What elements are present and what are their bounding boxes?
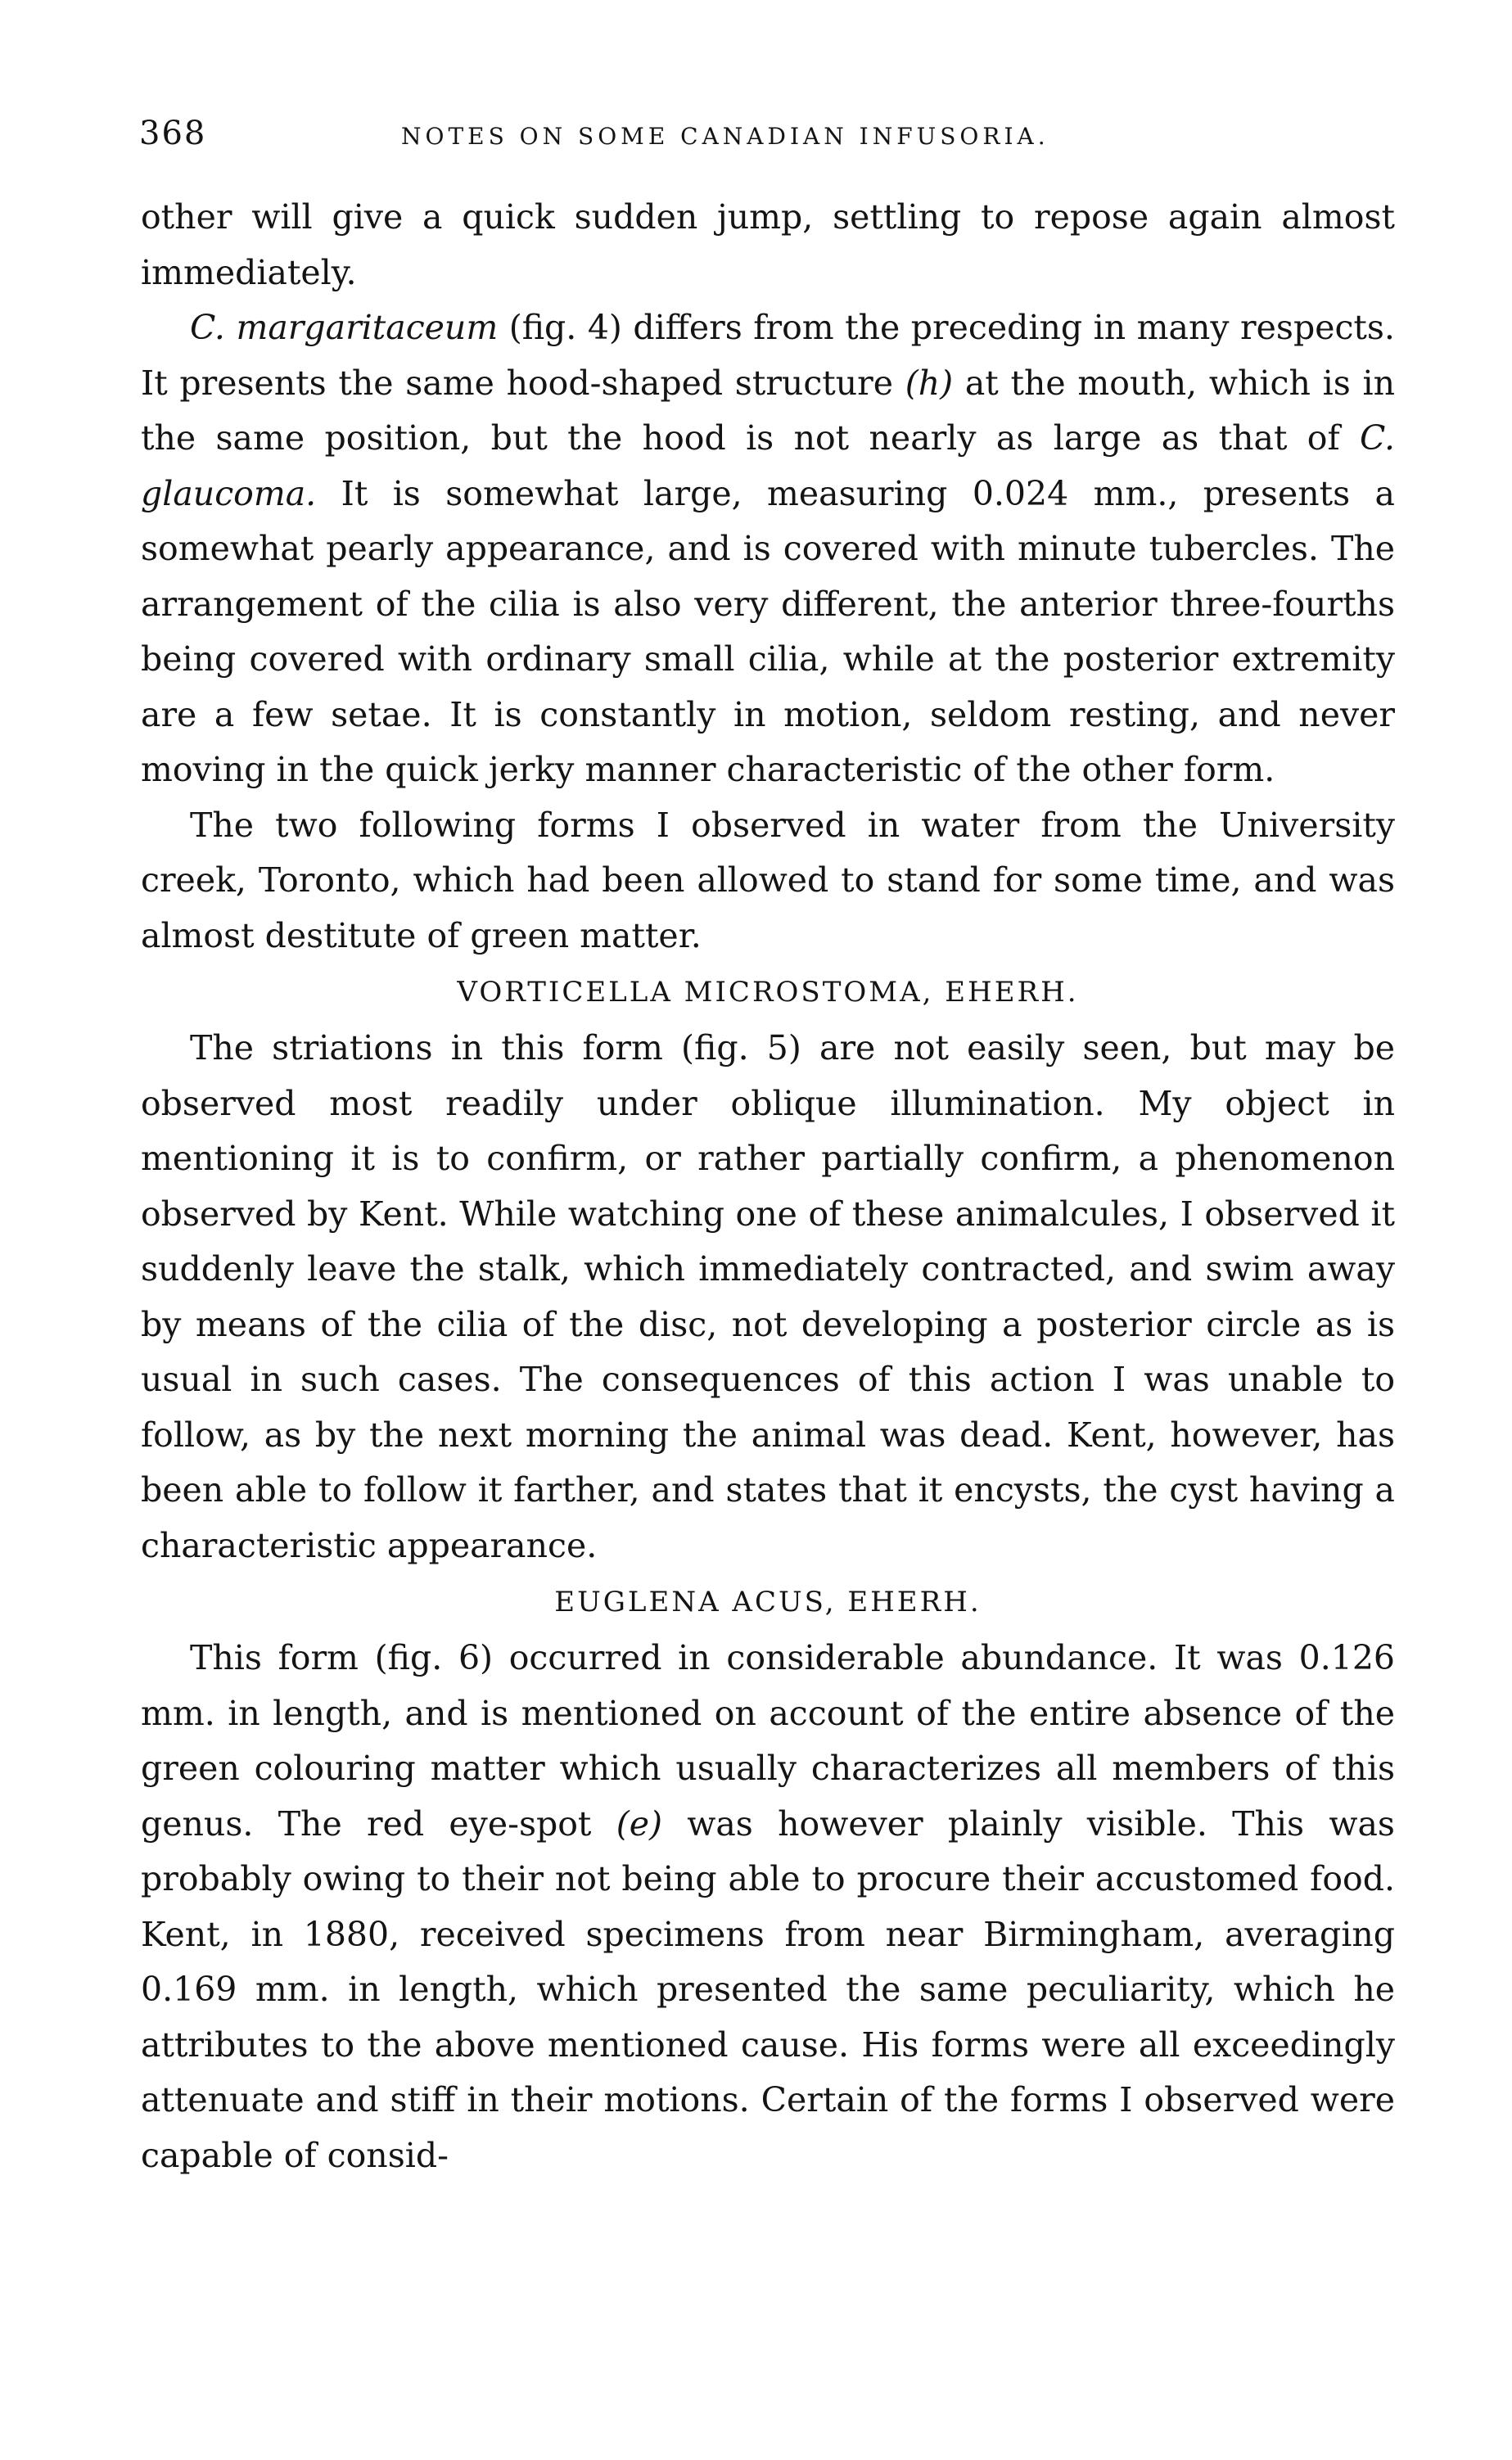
- figure-label: (h): [905, 363, 954, 403]
- paragraph-text: at the mouth, which is in the same position, but the hood is not nearly as large as that of: [141, 363, 1395, 458]
- section-heading-euglena: EUGLENA ACUS, EHERH.: [554, 1586, 982, 1618]
- paragraph-euglena: [141, 1631, 1395, 2183]
- page-number: 368: [139, 115, 207, 152]
- species-name: C. glaucoma.: [141, 418, 1395, 513]
- paragraph-text: It is somewhat large, measuring 0.024 mm., presents a somewhat pearly appearance, and is covered with minute tubercles. The arrangement of the cilia is also very different, the anterior three-fourths being covered with ordinary small cilia, while at the posterior extremity are a few setae. It is constantly in motion, seldom resting, and never moving in the quick jerky manner characteristic of the other form.: [141, 473, 1395, 789]
- page-header: [139, 115, 1389, 164]
- paragraph-continuation: other will give a quick sudden jump, settling to repose again almost immediately.: [141, 197, 1395, 292]
- paragraph-text: (fig. 4) differs from the preceding in many respects. It presents the same hood-shaped structure: [141, 308, 1395, 403]
- paragraph-vorticella: The striations in this form (fig. 5) are not easily seen, but may be observed most readily under oblique illumination. My object in mentioning it is to confirm, or rather partially confirm, a phenomenon observed by Kent. While watching one of these animalcules, I observed it suddenly leave the stalk, which immediately contracted, and swim away by means of the cilia of the disc, not developing a posterior circle as is usual in such cases. The consequences of this action I was unable to follow, as by the next morning the animal was dead. Kent, however, has been able to follow it farther, and states that it encysts, the cyst having a characteristic appearance.: [141, 1028, 1395, 1565]
- genus-abbrev: C.: [190, 308, 225, 347]
- paragraph-text: This form (fig. 6) occurred in considerable abundance. It was 0.126 mm. in length, and is mentioned on account of the entire absence of the green colouring matter which usually characterizes all members of this genus. The red eye-spot: [141, 1638, 1395, 1844]
- section-heading-vorticella: VORTICELLA MICROSTOMA, EHERH.: [457, 976, 1079, 1009]
- paragraph-text: was however plainly visible. This was probably owing to their not being able to procure their accustomed food. Kent, in 1880, received specimens from near Birmingham, averaging 0.169 mm. in length, which presented the same peculiarity, which he attributes to the above mentioned cause. His forms were all exceedingly attenuate and stiff in their motions. Certain of the forms I observed were capable of consid-: [141, 1803, 1395, 2175]
- figure-label: (e): [616, 1803, 662, 1844]
- body-text: [141, 190, 1395, 2183]
- paragraph-margaritaceum: [141, 300, 1395, 798]
- species-name: margaritaceum: [236, 308, 499, 347]
- running-title: NOTES ON SOME CANADIAN INFUSORIA.: [401, 123, 1049, 150]
- paragraph-following-forms: The two following forms I observed in water from the University creek, Toronto, which had been allowed to stand for some time, and was almost destitute of green matter.: [141, 805, 1395, 955]
